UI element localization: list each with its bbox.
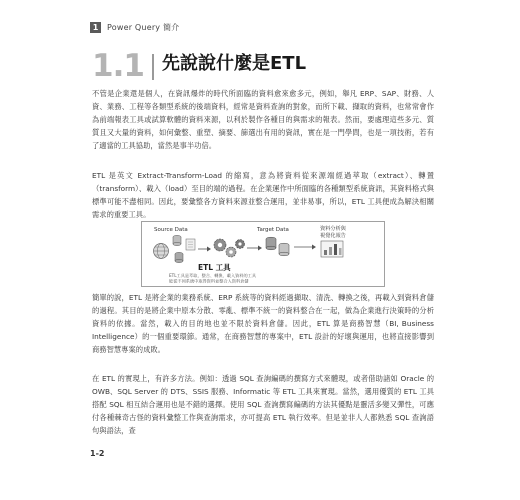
- document-icon: [186, 239, 195, 250]
- globe-icon: [154, 244, 169, 259]
- section-heading: [92, 50, 432, 82]
- section-title: 先說說什麼是ETL: [162, 53, 307, 74]
- gear-icon: [214, 239, 226, 251]
- report-label-line1: 資料分析與: [320, 226, 346, 232]
- gear-icon: [226, 247, 236, 257]
- source-database-icon: [173, 235, 181, 245]
- target-database-icon: [266, 237, 276, 250]
- chapter-header: [90, 21, 179, 33]
- target-data-label: Target Data: [257, 227, 289, 233]
- etl-tool-desc-line2: 能從不同系統中取得資料並整合入資料倉儲: [169, 278, 249, 284]
- paragraph-etl-implementation: 在 ETL 的實現上，有許多方法。例如：透過 SQL 查詢編碼的撰寫方式來體現，或者借助諸如 Oracle 的 OWB、SQL Server 的 DTS、SSIS 服務、Informatic 等 ETL 工具來實現。當然，選用優質的 ETL 工具搭配 SQL 相互結合運用也是不錯的選擇。使用 SQL 查詢撰寫編碼的方法其優點是靈活多變又彈性，可應付各種棘奇古怪的資料彙整工作與查詢需求，亦可提高 ETL 執行效率。但是並非人人都熟悉 SQL 查詢語句與語法，查: [92, 374, 434, 435]
- etl-tool-desc-line1: ETL工具是萃取、整合、轉換、載入資料的工具: [169, 273, 257, 278]
- target-database-icon: [279, 243, 289, 256]
- chapter-number-badge: 1: [90, 22, 101, 33]
- section-divider: [152, 54, 154, 80]
- paragraph-etl-summary: 簡單的說，ETL 是將企業的業務系統、ERP 系統等的資料經過擷取、清洗、轉換之後，再載入到資料倉儲的過程。其目的是將企業中原本分散、零亂、標準不統一的資料整合在一起，做為企業進行決策時的分析資料的依據。當然，載入的目的地也並不限於資料倉儲。因此，ETL 算是商務智慧（BI, Business Intelligence）的一個重要環節。通常，在商務智慧的專案中，ETL 設計的好壞與運用，也將直接影響到商務智慧專案的成敗。: [92, 293, 434, 354]
- source-database-icon: [175, 252, 183, 262]
- section-number: 1.1: [92, 48, 144, 84]
- etl-tool-title: ETL 工具: [198, 263, 231, 272]
- chapter-title: Power Query 簡介: [107, 22, 180, 32]
- paragraph-etl-definition: ETL 是英文 Extract-Transform-Load 的縮寫，意為將資料從來源端經過萃取（extract）、轉置（transform）、載入（load）至目的端的過程。在企業運作中所面臨的各種類型系統資訊，其資料格式與標準可能不盡相同。因此，要彙整各方資料來源並整合運用，並非易事，所以，ETL 工具便成為解決相關需求的重要工具。: [92, 171, 434, 219]
- gear-icon: [236, 240, 245, 249]
- etl-diagram: [141, 221, 385, 287]
- paragraph-intro: 不管是企業還是個人，在資訊爆炸的時代所面臨的資料愈來愈多元，例如，舉凡 ERP、SAP、財務、人資、業務、工程等各類型系統的後端資料，經常是資料查詢的對象，而所下載、擷取的資料，也常常會作為前端報表工具或試算軟體的資料來源，以利於製作各種目的與需求的報表。然而，要處理這些多元、質質且又大量的資料，如何彙整、重塑、摘要、篩選出有用的資訊，實在是一門學問，也是一項技術，若有了適當的工具協助，當然是事半功倍。: [92, 89, 434, 150]
- report-chart-icon: [321, 241, 343, 257]
- report-label-line2: 視覺化報告: [320, 233, 346, 239]
- source-data-label: Source Data: [154, 227, 188, 233]
- page-number: 1-2: [90, 449, 105, 458]
